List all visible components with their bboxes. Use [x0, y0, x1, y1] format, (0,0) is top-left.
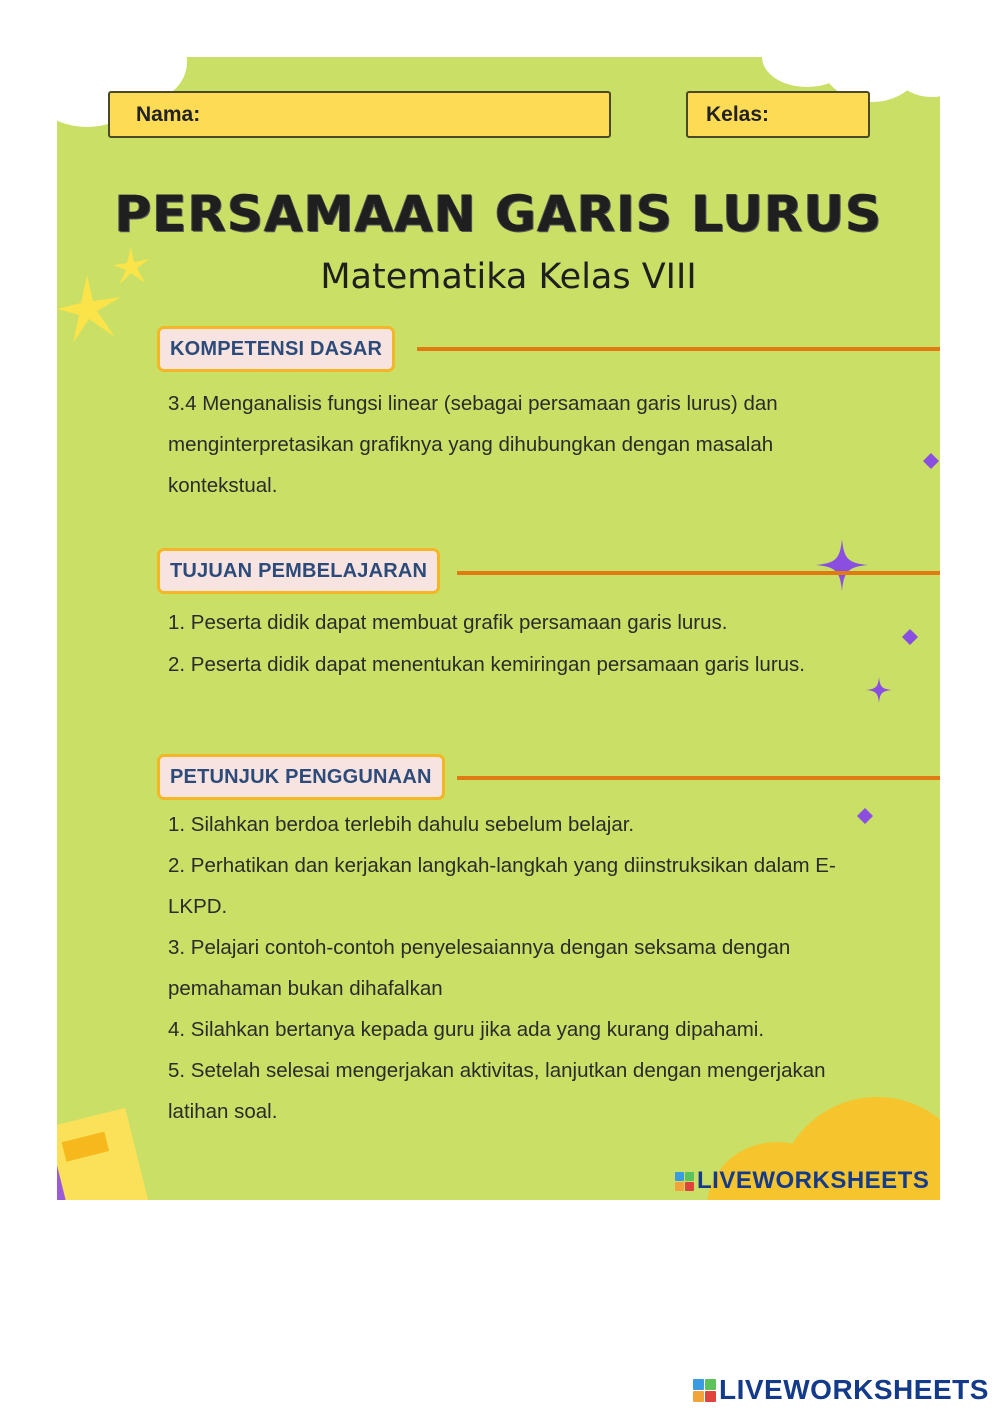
section-heading-petunjuk: PETUNJUK PENGGUNAAN — [157, 754, 445, 800]
page-subtitle: Matematika Kelas VIII — [320, 257, 697, 297]
book-decoration — [57, 1108, 154, 1200]
sparkle-purple-icon — [923, 453, 939, 469]
section-divider-line — [417, 347, 940, 351]
list-item: 2. Peserta didik dapat menentukan kemiringan persamaan garis lurus. — [168, 653, 805, 676]
kompetensi-text: 3.4 Menganalisis fungsi linear (sebagai persamaan garis lurus) dan menginterpretasikan grafiknya yang dihubungkan dengan masalah kontekstual. — [168, 392, 778, 497]
section-divider-line — [457, 776, 940, 780]
class-input[interactable] — [769, 93, 940, 136]
section-heading-kompetensi: KOMPETENSI DASAR — [157, 326, 395, 372]
sparkle-purple-icon — [866, 677, 892, 703]
sparkle-purple-icon — [816, 539, 868, 591]
worksheet-page — [57, 57, 940, 1200]
section-divider-line — [457, 571, 940, 575]
class-label: Kelas: — [706, 102, 770, 126]
sparkle-purple-icon — [857, 808, 873, 824]
liveworksheets-logo — [675, 1167, 929, 1195]
petunjuk-text: 1. Silahkan berdoa terlebih dahulu sebelum belajar. 2. Perhatikan dan kerjakan langkah-langkah yang diinstruksikan dalam E-LKPD. 3. Pelajari contoh-contoh penyelesaiannya dengan seksama dengan pemahaman bukan dihafalkan 4. Silahkan bertanya kepada guru jika ada yang kurang dipahami. 5. Setelah selesai mengerjakan aktivitas, lanjutkan dengan mengerjakan latihan soal. — [168, 813, 836, 1123]
sparkle-yellow-icon — [111, 247, 151, 287]
liveworksheets-footer-logo — [693, 1374, 989, 1406]
logo-text: LIVEWORKSHEETS — [719, 1374, 989, 1405]
sparkle-purple-icon — [902, 629, 918, 645]
liveworksheets-grid-icon — [675, 1172, 694, 1191]
page-title: PERSAMAAN GARIS LURUS — [114, 185, 883, 243]
logo-text: LIVEWORKSHEETS — [697, 1167, 930, 1194]
section-heading-tujuan: TUJUAN PEMBELAJARAN — [157, 548, 440, 594]
list-item: 1. Peserta didik dapat membuat grafik persamaan garis lurus. — [168, 611, 728, 634]
name-input[interactable] — [200, 93, 609, 136]
name-label: Nama: — [136, 102, 201, 126]
name-field-box — [108, 91, 611, 138]
liveworksheets-grid-icon — [693, 1379, 716, 1402]
tujuan-list — [168, 606, 828, 690]
class-field-box — [686, 91, 870, 138]
